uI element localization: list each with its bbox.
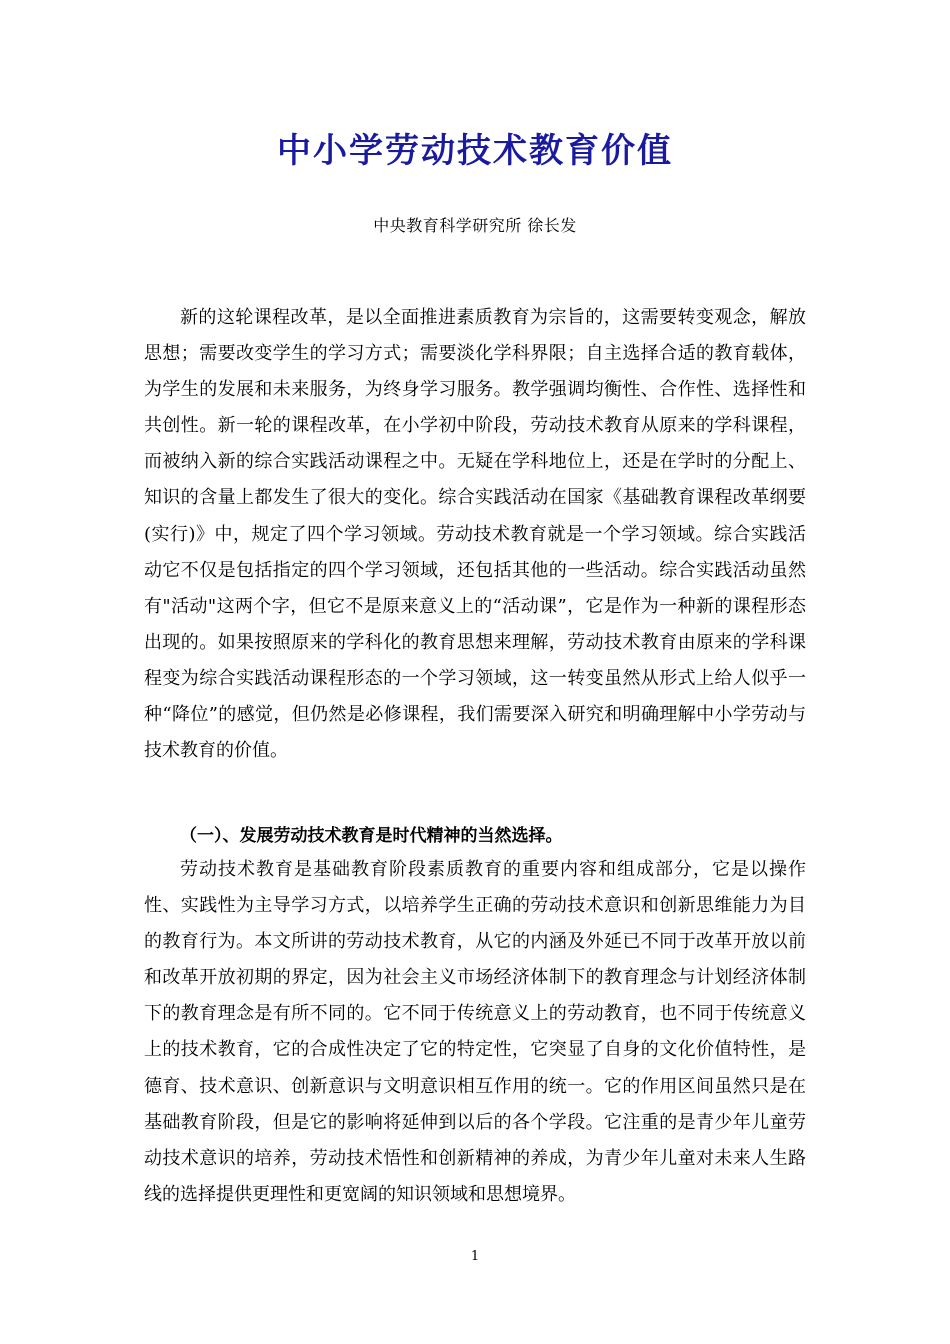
page-title: 中小学劳动技术教育价值 (277, 131, 673, 171)
paragraph-section-one: 劳动技术教育是基础教育阶段素质教育的重要内容和组成部分，它是以操作性、实践性为主导学习方式，以培养学生正确的劳动技术意识和创新思维能力为目的教育行为。本文所讲的劳动技术教育，从它的内涵及外延已不同于改革开放以前和改革开放初期的界定，因为社会主义市场经济体制下的教育理念与计划经济体制下的教育理念是有所不同的。它不同于传统意义上的劳动教育，也不同于传统意义上的技术教育，它的合成性决定了它的特定性，它突显了自身的文化价值特性，是德育、技术意识、创新意识与文明意识相互作用的统一。它的作用区间虽然只是在基础教育阶段，但是它的影响将延伸到以后的各个学段。它注重的是青少年儿童劳动技术意识的培养，劳动技术悟性和创新精神的养成，为青少年儿童对未来人生路线的选择提供更理性和更宽阔的知识领域和思想境界。 (144, 859, 806, 1205)
section-one-body (144, 852, 806, 1213)
section-heading: （一）、发展劳动技术教育是时代精神的当然选择。 (180, 826, 563, 846)
paragraph-intro: 新的这轮课程改革，是以全面推进素质教育为宗旨的，这需要转变观念，解放思想；需要改变学生的学习方式；需要淡化学科界限；自主选择合适的教育载体，为学生的发展和未来服务，为终身学习服务。教学强调均衡性、合作性、选择性和共创性。新一轮的课程改革，在小学初中阶段，劳动技术教育从原来的学科课程，而被纳入新的综合实践活动课程之中。无疑在学科地位上，还是在学时的分配上、知识的含量上都发生了很大的变化。综合实践活动在国家《基础教育课程改革纲要(实行)》中，规定了四个学习领域。劳动技术教育就是一个学习领域。综合实践活动它不仅是包括指定的四个学习领域，还包括其他的一些活动。综合实践活动虽然有"活动"这两个字，但它不是原来意义上的“活动课”，它是作为一种新的课程形态出现的。如果按照原来的学科化的教育思想来理解，劳动技术教育由原来的学科课程变为综合实践活动课程形态的一个学习领域，这一转变虽然从形式上给人似乎一种“降位”的感觉，但仍然是必修课程，我们需要深入研究和明确理解中小学劳动与技术教育的价值。 (144, 307, 806, 762)
intro-section (144, 300, 806, 769)
author-line: 中央教育科学研究所 徐长发 (373, 216, 577, 235)
page-number: 1 (470, 1249, 480, 1264)
